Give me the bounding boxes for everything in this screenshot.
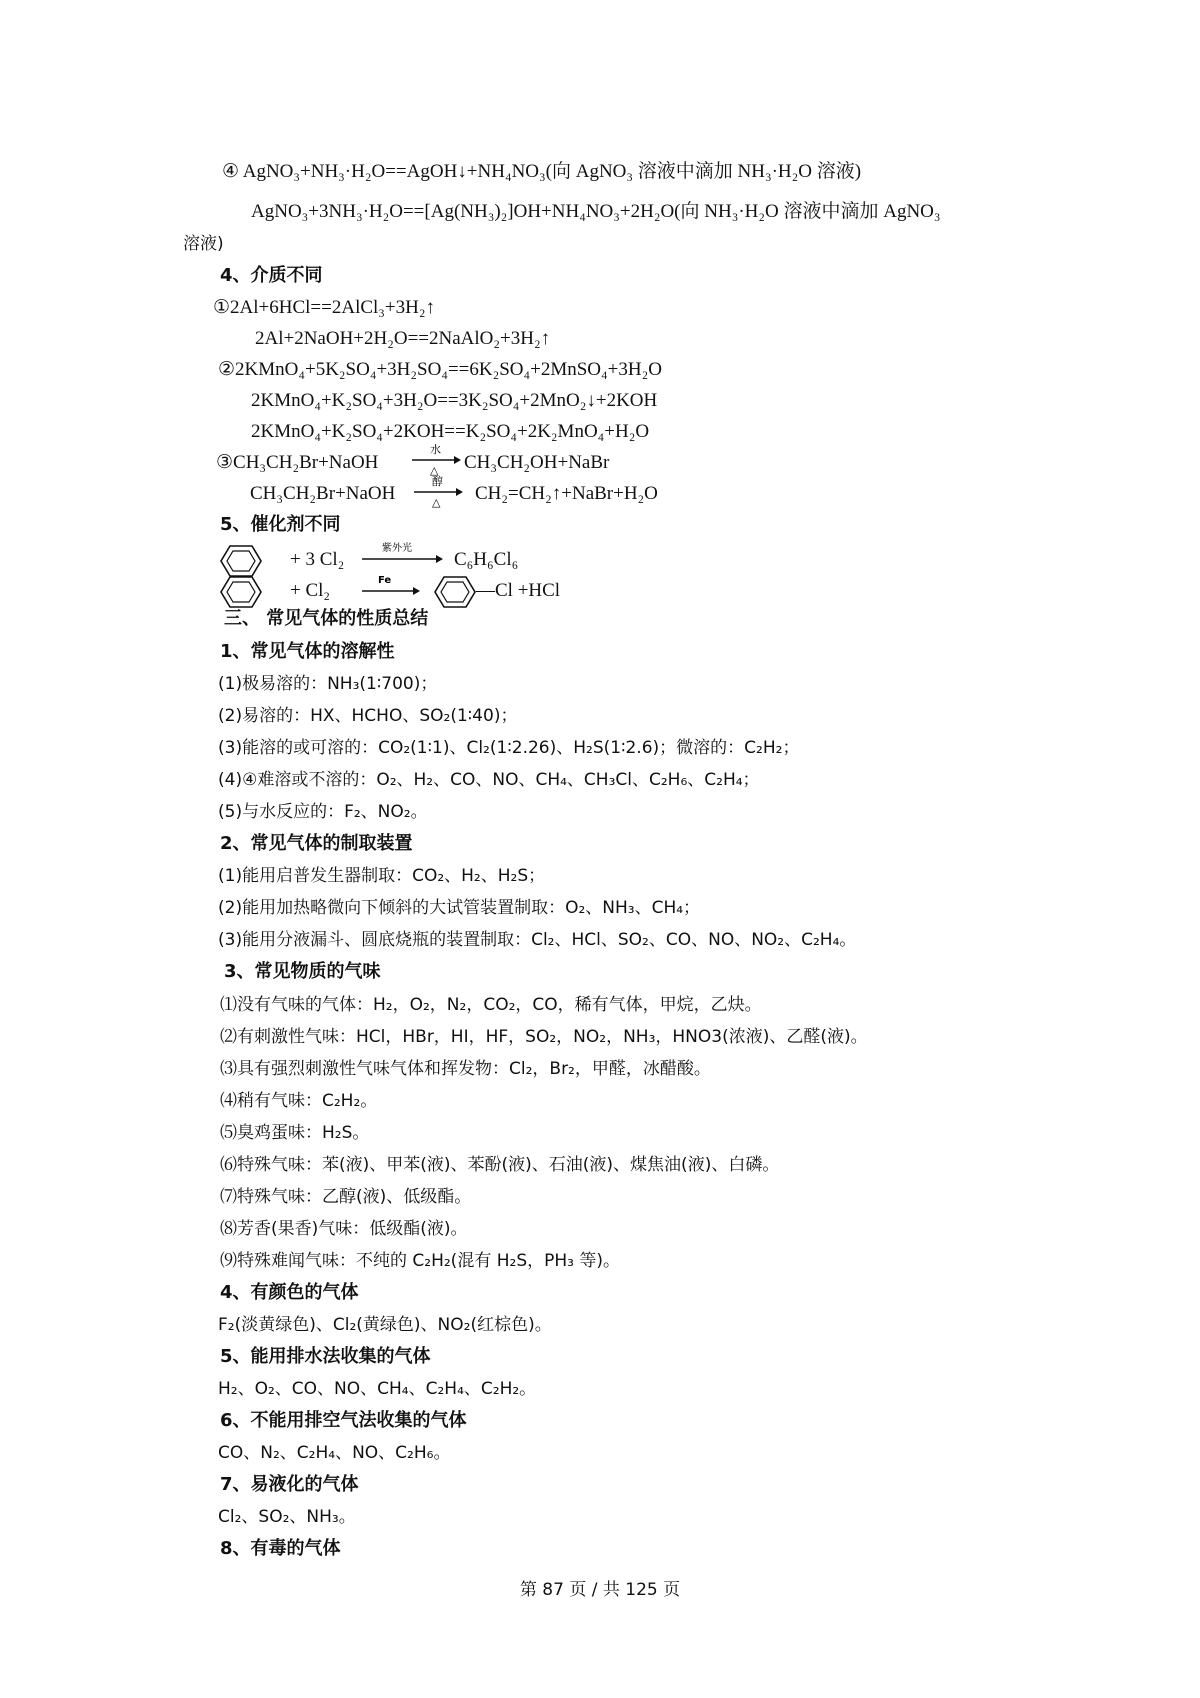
arrow-label-uv: 紫外光 — [382, 543, 412, 554]
equation-kmno4-base: 2KMnO₄+K₂SO₄+2KOH==K₂SO₄+2K₂MnO₄+H₂O — [251, 421, 650, 442]
solubility-item: (3)能溶的或可溶的：CO₂(1∶1)、Cl₂(1∶2.26)、H₂S(1∶2.6)；微溶的：C₂H₂； — [218, 738, 800, 758]
arrow-uv — [360, 540, 445, 572]
odor-item: ⑺特殊气味：乙醇(液)、低级酯。 — [220, 1187, 472, 1207]
equation-al-hcl: ①2Al+6HCl==2AlCl₃+3H₂↑ — [213, 297, 435, 318]
heading-water-collection: 5、能用排水法收集的气体 — [220, 1346, 431, 1367]
odor-item: ⑴没有气味的气体：H₂，O₂，N₂，CO₂，CO，稀有气体，甲烷，乙炔。 — [220, 995, 762, 1015]
odor-item: ⑹特殊气味：苯(液)、甲苯(液)、苯酚(液)、石油(液)、煤焦油(液)、白磷。 — [220, 1155, 780, 1175]
arrow-alcohol-heat — [412, 472, 464, 512]
heading-odor: 3、常见物质的气味 — [224, 961, 381, 982]
equation-bromoethane-alcohol-right: CH₂=CH₂↑+NaBr+H₂O — [475, 483, 658, 504]
benzene-ring-icon — [220, 544, 262, 578]
solubility-item: (4)④难溶或不溶的：O₂、H₂、CO、NO、CH₄、CH₃Cl、C₂H₆、C₂H₄； — [218, 770, 760, 790]
apparatus-item: (3)能用分液漏斗、圆底烧瓶的装置制取：Cl₂、HCl、SO₂、CO、NO、NO₂、C₂H₄。 — [218, 930, 857, 950]
colored-gases-list: F₂(淡黄绿色)、Cl₂(黄绿色)、NO₂(红棕色)。 — [218, 1315, 552, 1335]
heading-apparatus: 2、常见气体的制取装置 — [220, 833, 413, 854]
heading-liquefiable: 7、易液化的气体 — [220, 1474, 359, 1495]
arrow-label-water: 水 — [430, 443, 441, 456]
equation-benzene-cl2-reactant: + 3 Cl₂ — [290, 549, 345, 570]
odor-item: ⑵有刺激性气味：HCl，HBr，HI，HF，SO₂，NO₂，NH₃，HNO3(浓液)、乙醛(液)。 — [220, 1027, 868, 1047]
equation-benzene-cl2-product: C₆H₆Cl₆ — [454, 549, 519, 570]
equation-kmno4-acid: ②2KMnO₄+5K₂SO₄+3H₂SO₄==6K₂SO₄+2MnSO₄+3H₂O — [218, 359, 662, 380]
heading-catalyst: 5、催化剂不同 — [220, 514, 341, 535]
equation-bromoethane-alcohol-left: CH₃CH₂Br+NaOH — [250, 483, 396, 504]
equation-bromoethane-water-left: ③CH₃CH₂Br+NaOH — [216, 452, 379, 473]
page-footer: 第 87 页 / 共 125 页 — [519, 1580, 681, 1600]
arrow-label-heat-2: △ — [432, 496, 441, 509]
heading-solubility: 1、常见气体的溶解性 — [220, 641, 395, 662]
arrow-label-alcohol: 醇 — [432, 475, 443, 488]
equation-benzene-fe-reactant: + Cl₂ — [290, 580, 331, 601]
arrow-fe — [360, 572, 422, 604]
heading-medium: 4、介质不同 — [220, 265, 323, 286]
solubility-item: (5)与水反应的：F₂、NO₂。 — [218, 802, 428, 822]
odor-item: ⑻芳香(果香)气味：低级酯(液)。 — [220, 1219, 468, 1239]
section-heading: 三、 常见气体的性质总结 — [224, 608, 429, 629]
no-air-collection-list: CO、N₂、C₂H₄、NO、C₂H₆。 — [218, 1443, 451, 1463]
odor-item: ⑶具有强烈刺激性气味气体和挥发物：Cl₂，Br₂，甲醛，冰醋酸。 — [220, 1059, 711, 1079]
benzene-ring-icon — [220, 575, 262, 609]
equation-al-naoh: 2Al+2NaOH+2H₂O==2NaAlO₂+3H₂↑ — [255, 328, 551, 349]
water-collection-list: H₂、O₂、CO、NO、CH₄、C₂H₄、C₂H₂。 — [218, 1379, 537, 1399]
equation-bromoethane-water-right: CH₃CH₂OH+NaBr — [464, 452, 610, 473]
arrow-label-heat: △ — [430, 464, 439, 477]
apparatus-item: (1)能用启普发生器制取：CO₂、H₂、H₂S； — [218, 866, 546, 886]
equation-benzene-fe-product: —Cl +HCl — [476, 580, 561, 601]
solubility-item: (2)易溶的：HX、HCHO、SO₂(1∶40)； — [218, 706, 518, 726]
apparatus-item: (2)能用加热略微向下倾斜的大试管装置制取：O₂、NH₃、CH₄； — [218, 898, 701, 918]
benzene-ring-icon — [434, 575, 476, 609]
equation-agno3-2: AgNO₃+3NH₃·H₂O==[Ag(NH₃)₂]OH+NH₄NO₃+2H₂O(向 NH₃·H₂O 溶液中滴加 AgNO₃ — [251, 201, 941, 222]
heading-colored-gases: 4、有颜色的气体 — [220, 1282, 359, 1303]
odor-item: ⑷稍有气味：C₂H₂。 — [220, 1091, 378, 1111]
equation-kmno4-neutral: 2KMnO₄+K₂SO₄+3H₂O==3K₂SO₄+2MnO₂↓+2KOH — [251, 390, 658, 411]
solubility-item: (1)极易溶的：NH₃(1∶700)； — [218, 674, 438, 694]
arrow-label-fe: Fe — [378, 575, 392, 586]
equation-agno3-1: ④ AgNO₃+NH₃·H₂O==AgOH↓+NH₄NO₃(向 AgNO₃ 溶液中滴加 NH₃·H₂O 溶液) — [222, 161, 862, 182]
odor-item: ⑸臭鸡蛋味：H₂S。 — [220, 1123, 370, 1143]
equation-agno3-2-cont: 溶液) — [183, 234, 224, 254]
liquefiable-list: Cl₂、SO₂、NH₃。 — [218, 1507, 356, 1527]
heading-no-air-collection: 6、不能用排空气法收集的气体 — [220, 1410, 467, 1431]
heading-toxic-gases: 8、有毒的气体 — [220, 1538, 341, 1559]
odor-item: ⑼特殊难闻气味：不纯的 C₂H₂(混有 H₂S，PH₃ 等)。 — [220, 1251, 620, 1271]
